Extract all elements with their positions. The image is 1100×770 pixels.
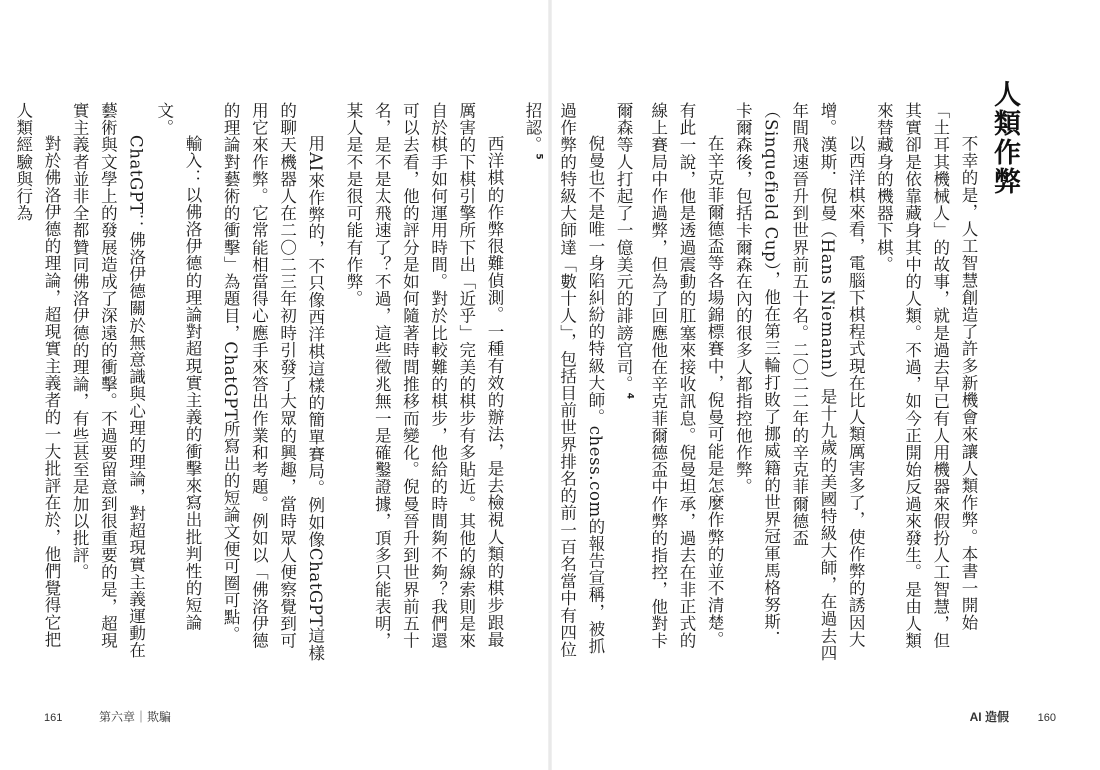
paragraph: 西洋棋的作弊很難偵測。一種有效的辦法，是去檢視人類的棋步跟最厲害的下棋引擎所下出「近乎」完美的棋步有多貼近。其他的線索則是來自於棋手如何運用時間。對於比較難的棋步，他給的時間夠不夠？我們還可以去看，他的評分是如何隨著時間推移而變化。倪曼晉升到世界前五十名，是不是太飛速了？不過，這些徵兆無一是確鑿證據，頂多只能表明，某人是不是很可能有作弊。 [343,102,504,650]
page-number: 160 [1037,712,1056,724]
paragraph [518,102,609,662]
paragraph: 用AI來作弊的，不只像西洋棋這樣的簡單賽局。例如像ChatGPT這樣的聊天機器人在二〇二三年初時引發了大眾的興趣，當時眾人便察覺到可用它來作弊。它常能相當得心應手來答出作業和考題。例如以「佛洛伊德的理論對藝術的衝擊」為題目，ChatGPT所寫出的短論文便可圈可點。 [221,102,325,662]
paragraph: ChatGPT：佛洛伊德關於無意識與心理的理論，對超現實主義運動在藝術與文學上的發展造成了深遠的衝擊。不過要留意到很重要的是，超現實主義者並非全都贊同佛洛伊德的理論，有些甚至是加以批評。 [70,102,146,659]
page-number: 161 [44,712,63,724]
section-heading: 人類作弊 [989,80,1020,196]
paragraph [609,102,728,662]
footnote-marker: 4 [624,392,635,400]
right-page-body [518,102,982,662]
paragraph-text: 倪曼也不是唯一身陷糾紛的特級大師。chess.com的報告宣稱，被抓過作弊的特級大師達「數十人」，包括目前世界排名的前一百名當中有四位招認。 [522,102,605,659]
chapter-label: 第六章｜欺騙 [99,710,172,724]
paragraph: 輸入：以佛洛伊德的理論對超現實主義的衝擊來寫出批判性的短論文。 [154,102,202,631]
paragraph: 不幸的是，人工智慧創造了許多新機會來讓人類作弊。本書一開始「土耳其機械人」的故事，就是過去早已有人用機器來假扮人工智慧，但其實卻是依靠藏身其中的人類。不過，如今正開始反過來發生。是由人類來替藏身的機器下棋。 [874,102,978,650]
book-title: AI 造假 [969,710,1009,724]
paragraph: 以西洋棋來看，電腦下棋程式現在比人類厲害多了，使作弊的誘因大增。漢斯．倪曼（Hans Niemann）是十九歲的美國特級大師，在過去四年間飛速晉升到世界前五十名。二〇二二年的辛克菲爾德盃（Sinquefield Cup），他在第三輪打敗了挪威籍的世界冠軍馬格努斯．卡爾森後，包括卡爾森在內的很多人都指控他作弊。 [733,102,866,662]
left-footer [44,708,171,725]
paragraph-text: 在辛克菲爾德盃等各場錦標賽中，倪曼可能是怎麼作弊的並不清楚。有此一說，他是透過震動的肛塞來接收訊息。倪曼坦承，過去在非正式的線上賽局中作過弊，但為了回應他在辛克菲爾德盃中作弊的指控，他對卡爾森等人打起了一億美元的誹謗官司。 [614,102,725,650]
right-footer [970,708,1056,725]
right-page [522,0,1100,770]
paragraph: 對於佛洛伊德的理論，超現實主義者的一大批評在於，他們覺得它把人類經驗與行為 [13,102,61,648]
left-page-body [9,102,518,662]
footnote-marker: 5 [533,153,544,161]
